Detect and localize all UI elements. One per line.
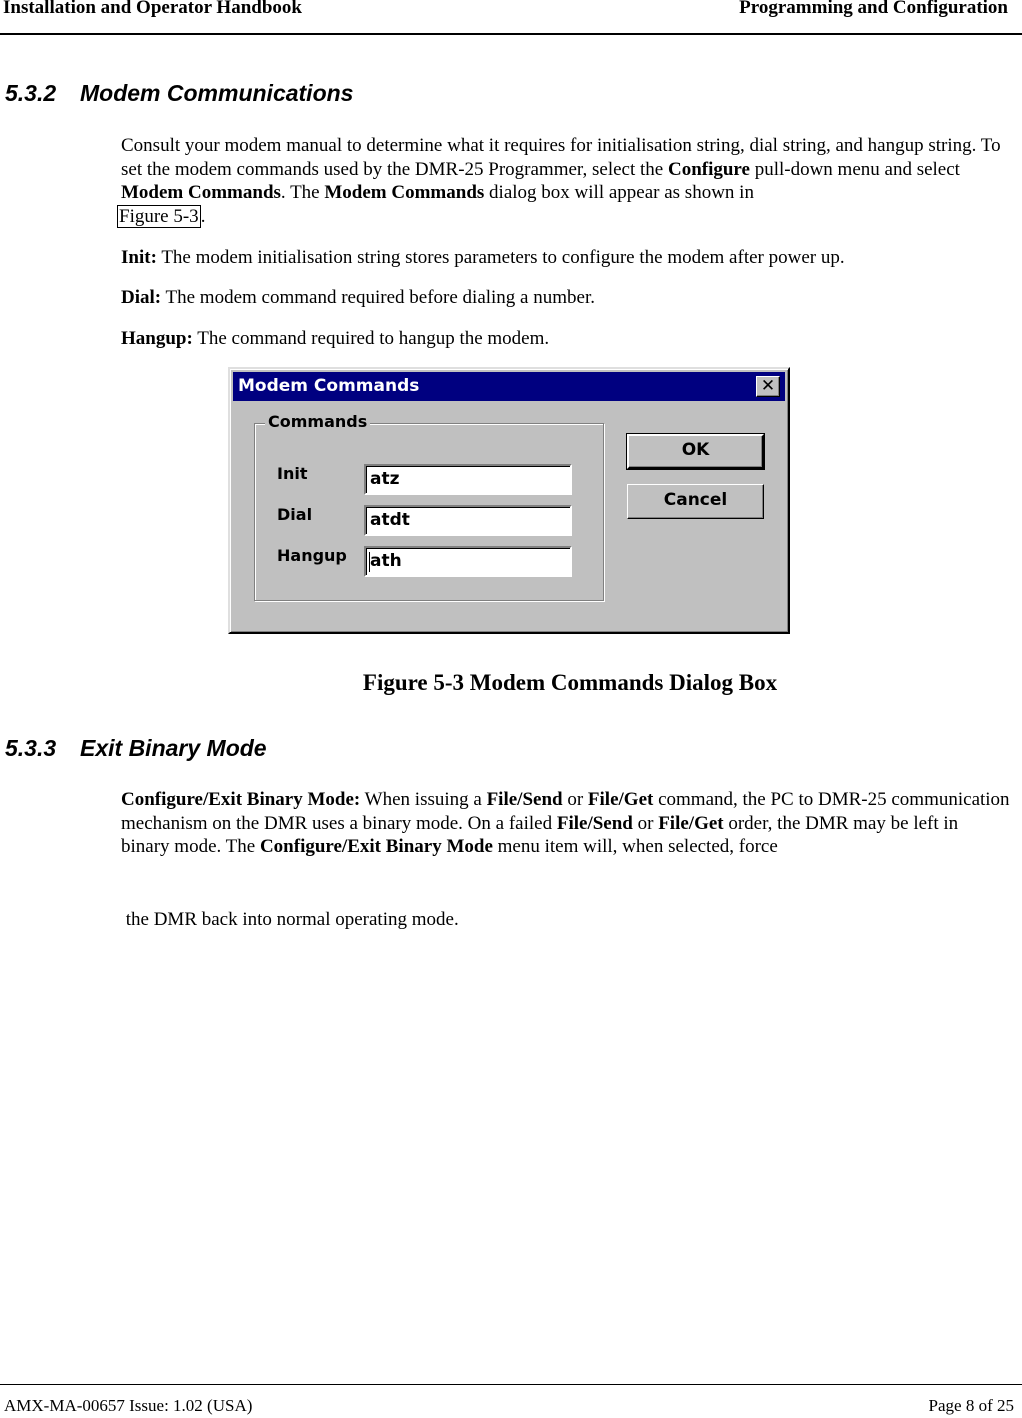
text-run: Consult your modem manual to determine what it requires for initialisation string, dial string, and hangup string. To set the modem commands used by the DMR-25 Programmer, select the bbox=[121, 135, 1001, 180]
text-run: or bbox=[632, 812, 659, 834]
dial-label: Dial: bbox=[121, 287, 162, 308]
bold-run: File/Get bbox=[658, 812, 724, 834]
bold-run: Modem Commands bbox=[121, 182, 281, 203]
init-description: The modem initialisation string stores parameters to configure the modem after power up. bbox=[156, 247, 845, 268]
ok-button[interactable]: OK bbox=[627, 434, 764, 469]
commands-groupbox bbox=[254, 412, 604, 601]
paragraph-exit-binary-mode bbox=[121, 788, 1011, 859]
dialog-titlebar[interactable] bbox=[233, 372, 785, 401]
dialog-title: Modem Commands bbox=[238, 376, 420, 396]
section-title: Modem Communications bbox=[80, 80, 354, 106]
dial-input[interactable]: atdt bbox=[364, 505, 572, 536]
close-icon[interactable]: ✕ bbox=[756, 376, 780, 397]
figure-reference-link[interactable]: Figure 5-3 bbox=[119, 205, 199, 227]
hangup-input[interactable] bbox=[364, 546, 572, 577]
paragraph-normal-mode: the DMR back into normal operating mode. bbox=[121, 909, 459, 930]
dial-field-label: Dial bbox=[277, 505, 313, 524]
text-caret bbox=[369, 552, 370, 572]
init-input[interactable]: atz bbox=[364, 464, 572, 495]
bold-run: Configure/Exit Binary Mode bbox=[259, 836, 493, 857]
bold-run: Configure/Exit Binary Mode: bbox=[121, 789, 361, 810]
section-number: 5.3.2 bbox=[5, 80, 57, 106]
init-label: Init: bbox=[121, 247, 157, 268]
section-heading-modem-communications bbox=[5, 80, 353, 107]
text-run: . bbox=[200, 205, 206, 227]
footer-page-number: Page 8 of 25 bbox=[928, 1396, 1014, 1415]
bold-run: File/Send bbox=[486, 789, 563, 810]
section-number: 5.3.3 bbox=[5, 735, 57, 761]
hangup-label: Hangup: bbox=[121, 328, 193, 349]
dial-description: The modem command required before dialing a number. bbox=[161, 287, 595, 308]
text-run: order, the DMR may be left in binary mode. The bbox=[121, 812, 959, 857]
text-run: dialog box will appear as shown in bbox=[484, 182, 754, 203]
hangup-description: The command required to hangup the modem. bbox=[192, 328, 550, 349]
cancel-button[interactable]: Cancel bbox=[627, 484, 764, 519]
paragraph-hangup bbox=[121, 327, 1011, 351]
paragraph-dial bbox=[121, 286, 1011, 310]
section-title: Exit Binary Mode bbox=[80, 735, 267, 761]
bold-run: File/Get bbox=[587, 789, 654, 810]
hangup-input-value: ath bbox=[370, 551, 402, 571]
hangup-field-label: Hangup bbox=[277, 546, 347, 565]
footer-document-id: AMX-MA-00657 Issue: 1.02 (USA) bbox=[4, 1396, 253, 1415]
bold-run: Modem Commands bbox=[324, 182, 485, 203]
page-footer bbox=[0, 1384, 1022, 1418]
bold-run: Configure bbox=[667, 158, 750, 180]
page-header bbox=[0, 0, 1022, 35]
text-run: . The bbox=[280, 182, 325, 203]
groupbox-label: Commands bbox=[265, 412, 370, 431]
section-heading-exit-binary-mode bbox=[5, 735, 267, 762]
header-chapter-title: Programming and Configuration bbox=[739, 0, 1008, 18]
text-run: command, the PC to DMR-25 communication mechanism on the DMR uses a binary mode. On a failed bbox=[121, 789, 1010, 834]
paragraph-modem-intro bbox=[121, 134, 1011, 228]
text-run: menu item will, when selected, force bbox=[492, 836, 778, 857]
text-run: pull-down menu and select bbox=[749, 158, 960, 180]
init-field-label: Init bbox=[277, 464, 308, 483]
modem-commands-dialog bbox=[228, 367, 790, 634]
bold-run: File/Send bbox=[556, 812, 633, 834]
paragraph-init bbox=[121, 246, 1011, 270]
text-run: or bbox=[562, 789, 588, 810]
figure-caption: Figure 5-3 Modem Commands Dialog Box bbox=[362, 670, 778, 695]
header-document-title: Installation and Operator Handbook bbox=[3, 0, 302, 18]
text-run: When issuing a bbox=[360, 789, 487, 810]
